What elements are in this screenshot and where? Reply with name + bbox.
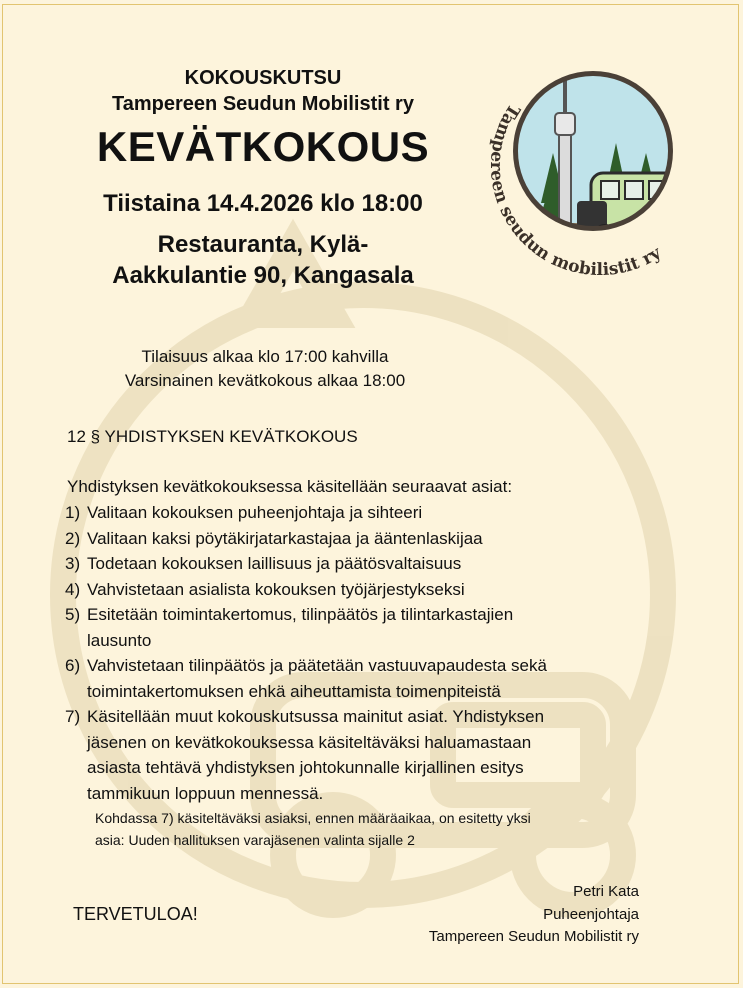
welcome-text: TERVETULOA!: [73, 904, 198, 924]
agenda-list: [65, 500, 665, 806]
list-item-text: [87, 653, 665, 704]
list-item-line: Käsitellään muut kokouskutsussa mainitut asiat. Yhdistyksen: [87, 707, 545, 726]
list-item-number: 7): [65, 707, 81, 726]
list-item-text: [87, 704, 665, 806]
list-item-text: [87, 500, 665, 526]
signature-block: [383, 881, 639, 949]
list-item-number: 4): [65, 579, 81, 599]
section-title: 12 § YHDISTYKSEN KEVÄTKOKOUS: [67, 427, 358, 446]
list-item: [65, 526, 665, 552]
list-item-line: Valitaan kaksi pöytäkirjatarkastajaa ja ääntenlaskijaa: [87, 528, 483, 548]
list-item-text: [87, 577, 665, 603]
signer-organization: Tampereen Seudun Mobilistit ry: [428, 928, 639, 945]
schedule-line-2: Varsinainen kevätkokous alkaa 18:00: [124, 371, 406, 390]
list-item-line: lausunto: [87, 630, 152, 650]
meeting-place: [43, 229, 483, 291]
list-item-line: toimintakertomuksen ehkä aiheuttamista toimenpiteistä: [87, 681, 501, 701]
note-line-1: Kohdassa 7) käsiteltäväksi asiaksi, ennen määräaikaa, on esitetty yksi: [95, 810, 531, 826]
list-item: [65, 704, 665, 806]
list-item-number: 1): [65, 503, 81, 522]
list-item-number: 5): [65, 605, 81, 624]
list-item-line: asiasta tehtävä yhdistyksen johtokunnalle kirjallinen esitys: [87, 758, 524, 777]
signer-name: Petri Kata: [573, 883, 639, 900]
agenda-intro: Yhdistyksen kevätkokouksessa käsitellään seuraavat asiat:: [67, 477, 513, 496]
page-title: KEVÄTKOKOUS: [96, 123, 430, 170]
list-item-line: Valitaan kokouksen puheenjohtaja ja sihteeri: [87, 503, 423, 522]
list-item-number: 6): [65, 656, 81, 675]
club-logo-icon: [481, 33, 713, 283]
list-item: [65, 602, 665, 653]
invitation-label: KOKOUSKUTSU: [184, 67, 342, 89]
note-line-2: asia: Uuden hallituksen varajäsenen valinta sijalle 2: [95, 832, 415, 848]
invitation-page: [2, 4, 739, 984]
meeting-date: Tiistaina 14.4.2026 klo 18:00: [103, 190, 423, 217]
place-line-1: Restauranta, Kylä-: [157, 231, 369, 258]
list-item-line: Todetaan kokouksen laillisuus ja päätösvaltaisuus: [87, 554, 462, 573]
list-item-text: [87, 551, 665, 577]
schedule-line-1: Tilaisuus alkaa klo 17:00 kahvilla: [141, 347, 389, 366]
schedule-info: [65, 345, 465, 393]
list-item: [65, 577, 665, 603]
list-item-line: jäsenen on kevätkokouksessa käsiteltäväksi haluamastaan: [87, 732, 532, 752]
list-item-line: Vahvistetaan asialista kokouksen työjärjestykseksi: [87, 579, 465, 599]
list-item: [65, 551, 665, 577]
list-item: [65, 500, 665, 526]
place-line-2: Aakkulantie 90, Kangasala: [112, 262, 414, 289]
list-item-number: 3): [65, 554, 81, 573]
list-item-text: [87, 602, 665, 653]
list-item-number: 2): [65, 528, 81, 548]
list-item-line: Vahvistetaan tilinpäätös ja päätetään vastuuvapaudesta sekä: [87, 656, 547, 675]
list-item-line: tammikuun loppuun mennessä.: [87, 783, 324, 803]
signer-role: Puheenjohtaja: [543, 905, 639, 923]
list-item: [65, 653, 665, 704]
agenda-note: [95, 807, 665, 851]
organization-name: Tampereen Seudun Mobilistit ry: [112, 93, 414, 115]
list-item-text: [87, 526, 665, 552]
logo-ring-text: Tampereen seudun mobilistit ry: [485, 100, 665, 281]
list-item-line: Esitetään toimintakertomus, tilinpäätös ja tilintarkastajien: [87, 605, 514, 624]
invitation-header: [43, 65, 483, 291]
